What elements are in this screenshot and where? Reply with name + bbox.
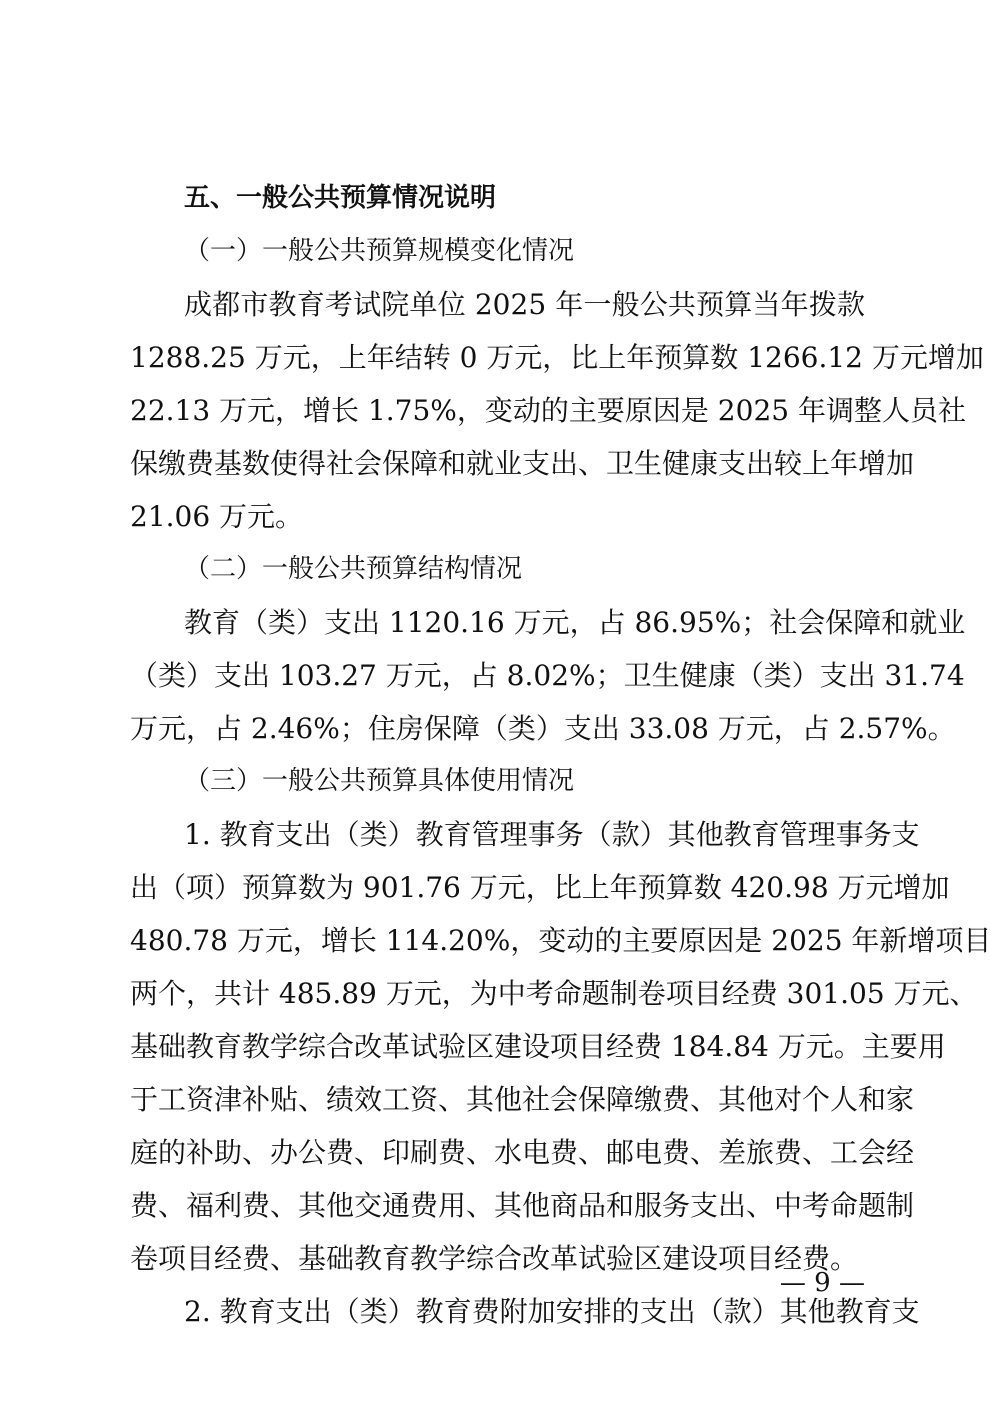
paragraph-line: 庭的补助、办公费、印刷费、水电费、邮电费、差旅费、工会经 [130, 1136, 915, 1169]
paragraph-scale-change [130, 278, 984, 543]
paragraph-line: 1. 教育支出（类）教育管理事务（款）其他教育管理事务支 [184, 818, 920, 851]
paragraph-line: 2. 教育支出（类）教育费附加安排的支出（款）其他教育支 [184, 1295, 920, 1328]
paragraph-line: 21.06 万元。 [130, 500, 304, 533]
paragraph-line: 卷项目经费、基础教育教学综合改革试验区建设项目经费。 [130, 1242, 859, 1275]
paragraph-item-1 [130, 808, 991, 1285]
paragraph-item-2 [130, 1285, 920, 1338]
page-number: — 9 — [779, 1268, 865, 1298]
paragraph-line: 出（项）预算数为 901.76 万元，比上年预算数 420.98 万元增加 [130, 871, 950, 904]
document-body [130, 172, 991, 1338]
paragraph-line: 保缴费基数使得社会保障和就业支出、卫生健康支出较上年增加 [130, 447, 915, 480]
subsection-title-scale: （一）一般公共预算规模变化情况 [184, 236, 575, 266]
subsection-title-usage: （三）一般公共预算具体使用情况 [184, 766, 575, 796]
paragraph-line: 万元，占 2.46%；住房保障（类）支出 33.08 万元，占 2.57%。 [130, 712, 956, 745]
paragraph-line: 22.13 万元，增长 1.75%，变动的主要原因是 2025 年调整人员社 [130, 394, 966, 427]
section-title: 五、一般公共预算情况说明 [184, 183, 497, 213]
paragraph-line: 480.78 万元，增长 114.20%，变动的主要原因是 2025 年新增项目 [130, 924, 991, 957]
paragraph-line: 于工资津补贴、绩效工资、其他社会保障缴费、其他对个人和家 [130, 1083, 915, 1116]
paragraph-line: 成都市教育考试院单位 2025 年一般公共预算当年拨款 [184, 288, 865, 321]
paragraph-line: 两个，共计 485.89 万元，为中考命题制卷项目经费 301.05 万元、 [130, 977, 978, 1010]
subsection-title-structure: （二）一般公共预算结构情况 [184, 554, 523, 584]
paragraph-line: 费、福利费、其他交通费用、其他商品和服务支出、中考命题制 [130, 1189, 915, 1222]
paragraph-line: （类）支出 103.27 万元，占 8.02%；卫生健康（类）支出 31.74 [130, 659, 965, 692]
paragraph-structure [130, 596, 966, 755]
paragraph-line: 基础教育教学综合改革试验区建设项目经费 184.84 万元。主要用 [130, 1030, 946, 1063]
paragraph-line: 1288.25 万元，上年结转 0 万元，比上年预算数 1266.12 万元增加 [130, 341, 984, 374]
paragraph-line: 教育（类）支出 1120.16 万元，占 86.95%；社会保障和就业 [184, 606, 966, 639]
